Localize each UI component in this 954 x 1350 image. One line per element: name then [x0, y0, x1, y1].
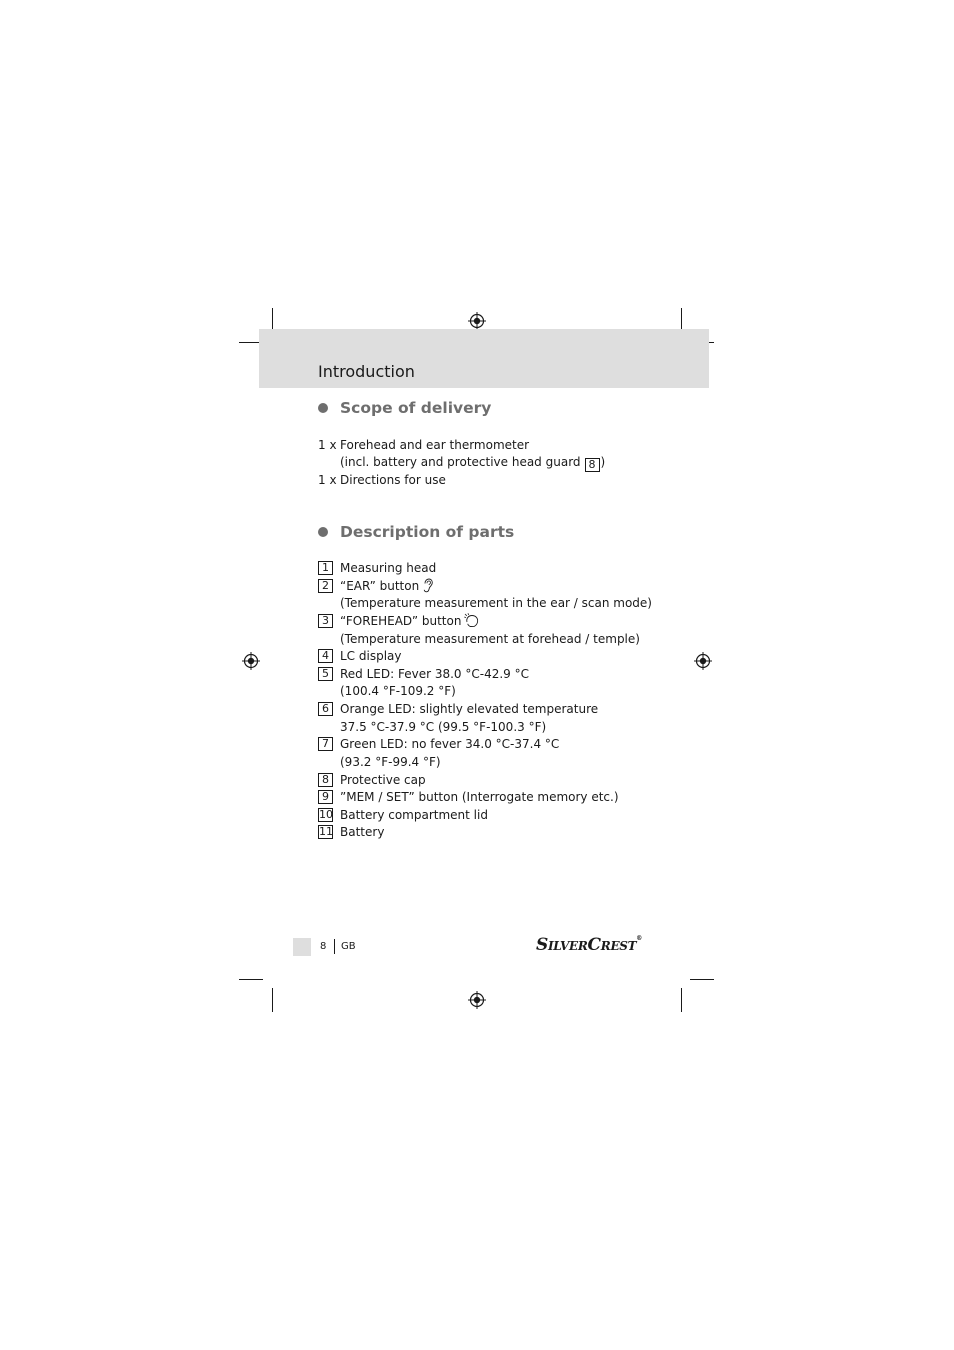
registration-mark-icon: [694, 652, 712, 670]
crop-mark: [681, 988, 682, 1012]
part-label: Orange LED: slightly elevated temperature: [340, 702, 599, 716]
part-label: Battery: [340, 825, 385, 839]
bullet-icon: [318, 527, 328, 537]
part-label-continuation: (Temperature measurement in the ear / scan mode): [340, 596, 652, 610]
part-label-text: “EAR” button: [340, 579, 420, 593]
part-label: Protective cap: [340, 773, 426, 787]
part-number: 6: [318, 702, 333, 716]
part-label-continuation: (100.4 °F-109.2 °F): [340, 684, 456, 698]
part-label-continuation: (Temperature measurement at forehead / temple): [340, 632, 640, 646]
section-title-text: Description of parts: [340, 523, 515, 541]
registration-mark-icon: [242, 652, 260, 670]
quantity: 1 x: [318, 438, 337, 452]
section-title-parts: [318, 523, 514, 541]
language-code: GB: [341, 941, 356, 952]
part-number: 9: [318, 790, 333, 804]
quantity: 1 x: [318, 473, 337, 487]
part-number: 11: [319, 825, 333, 838]
part-number: 4: [318, 649, 333, 663]
part-number: 5: [318, 667, 333, 681]
part-label: Red LED: Fever 38.0 °C-42.9 °C: [340, 667, 529, 681]
part-label: Measuring head: [340, 561, 437, 575]
page-number: 8: [320, 941, 327, 952]
part-number: 10: [319, 808, 333, 821]
part-label: LC display: [340, 649, 402, 663]
registration-mark-icon: [468, 312, 486, 330]
list-item-continuation: [340, 454, 605, 472]
part-label-text: “FOREHEAD” button: [340, 614, 462, 628]
footer-divider: [334, 939, 335, 954]
footer-tab: [293, 938, 311, 956]
part-label: [340, 613, 480, 630]
bullet-icon: [318, 403, 328, 413]
item-text: Forehead and ear thermometer: [340, 438, 530, 452]
part-number: 2: [318, 579, 333, 593]
registration-mark-icon: [468, 991, 486, 1009]
ear-icon: [422, 578, 433, 593]
crop-mark: [272, 988, 273, 1012]
part-label: [340, 578, 433, 595]
part-number: 8: [318, 773, 333, 787]
section-title-scope: [318, 399, 491, 417]
part-number-ref: 8: [585, 458, 600, 472]
part-number: 3: [318, 614, 333, 628]
item-text: (incl. battery and protective head guard: [340, 455, 581, 469]
item-text: ): [600, 455, 606, 469]
section-title-text: Scope of delivery: [340, 399, 492, 417]
item-text: Directions for use: [340, 473, 446, 487]
part-label: ”MEM / SET” button (Interrogate memory etc.): [340, 790, 619, 804]
crop-mark: [239, 979, 263, 980]
part-number: 1: [318, 561, 333, 575]
brand-logo: SILVERCREST®: [536, 935, 642, 955]
forehead-icon: [464, 613, 480, 628]
part-label: Battery compartment lid: [340, 808, 488, 822]
part-label: Green LED: no fever 34.0 °C-37.4 °C: [340, 737, 560, 751]
part-label-continuation: 37.5 °C-37.9 °C (99.5 °F-100.3 °F): [340, 720, 547, 734]
page-title: Introduction: [318, 362, 415, 381]
crop-mark: [690, 979, 714, 980]
part-label-continuation: (93.2 °F-99.4 °F): [340, 755, 441, 769]
part-number: 7: [318, 737, 333, 751]
